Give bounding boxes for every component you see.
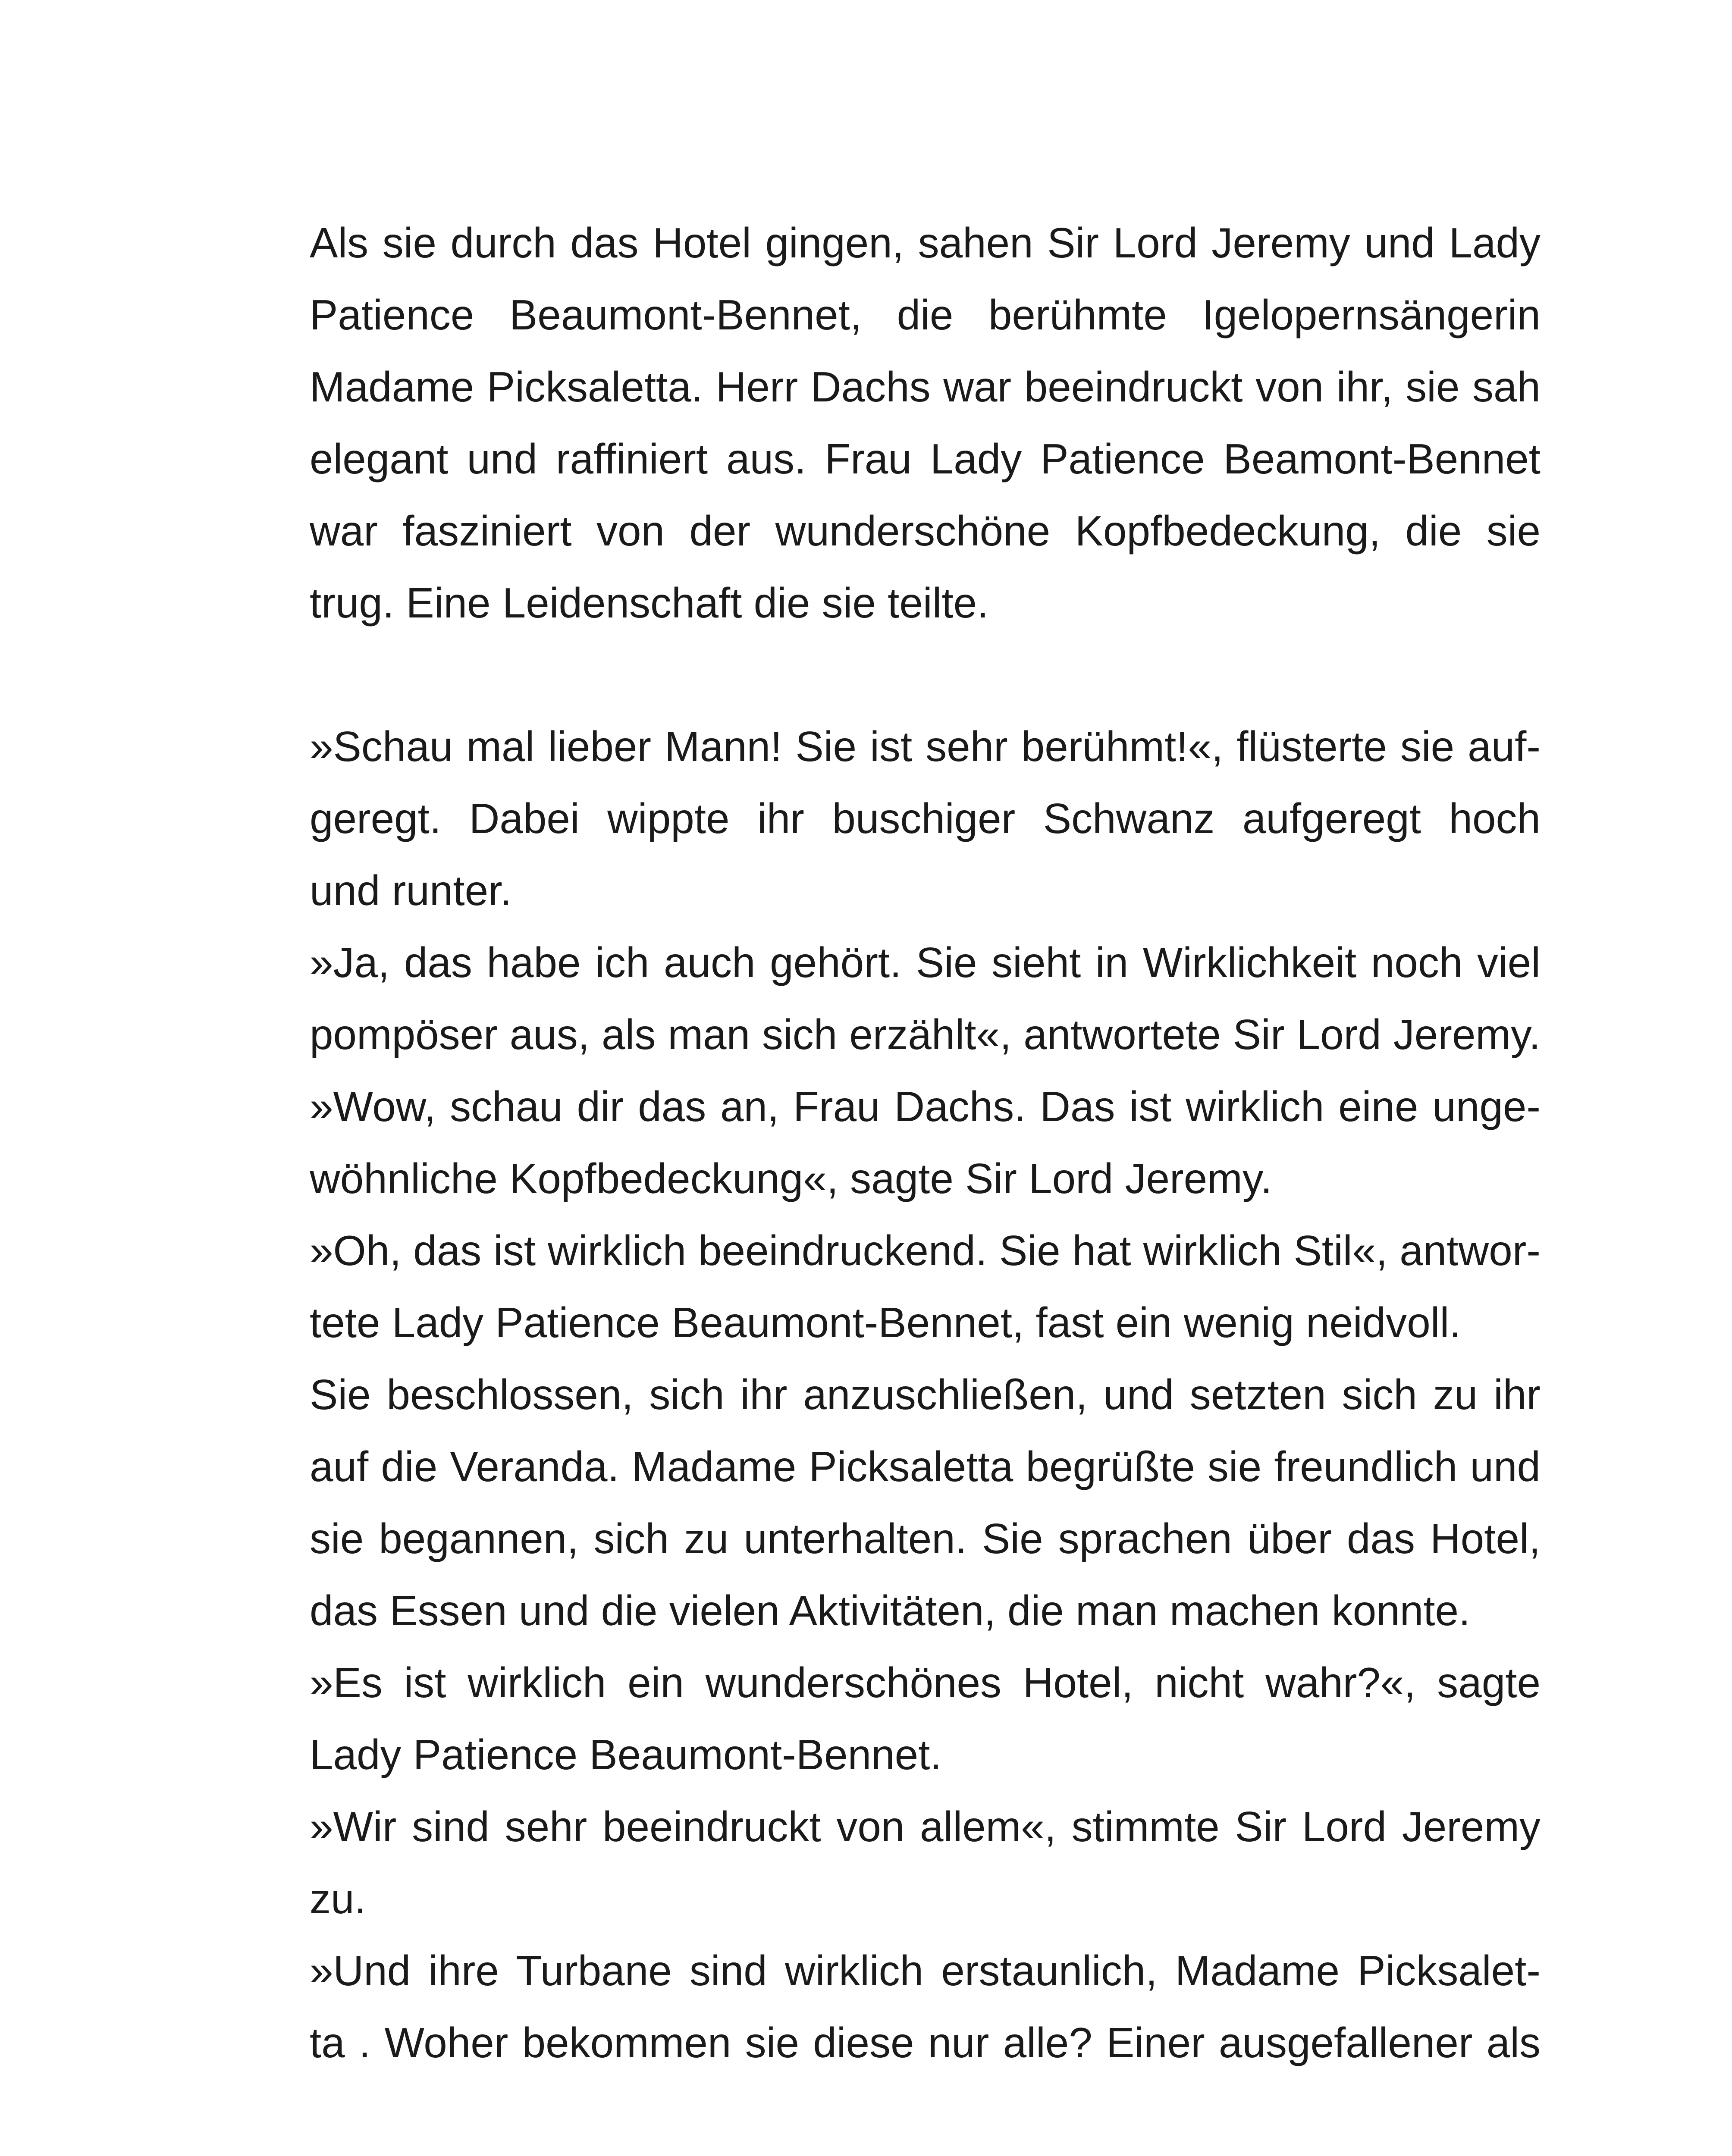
paragraph-1	[310, 207, 1541, 639]
text-line: Lady Patience Beaumont-Bennet.	[310, 1731, 942, 1778]
text-line: »Oh, das ist wirklich beeindruckend. Sie hat wirklich Stil«, antwor-	[310, 1227, 1541, 1274]
text-line: »Es ist wirklich ein wunderschönes Hotel, nicht wahr?«, sagte	[310, 1659, 1541, 1706]
text-line: trug. Eine Leidenschaft die sie teilte.	[310, 579, 989, 627]
text-line: das Essen und die vielen Aktivitäten, die man machen konnte.	[310, 1587, 1471, 1634]
text-line: war fasziniert von der wunderschöne Kopfbedeckung, die sie	[310, 507, 1541, 555]
text-line: Madame Picksaletta. Herr Dachs war beeindruckt von ihr, sie sah	[310, 363, 1541, 411]
text-line: und runter.	[310, 867, 512, 914]
text-line: wöhnliche Kopfbedeckung«, sagte Sir Lord Jeremy.	[310, 1155, 1272, 1202]
text-line: »Ja, das habe ich auch gehört. Sie sieht in Wirklichkeit noch viel	[310, 939, 1541, 986]
text-line: tete Lady Patience Beaumont-Bennet, fast ein wenig neidvoll.	[310, 1299, 1461, 1346]
text-line: auf die Veranda. Madame Picksaletta begrüßte sie freundlich und	[310, 1443, 1541, 1490]
text-line: pompöser aus, als man sich erzählt«, antwortete Sir Lord Jeremy.	[310, 1011, 1541, 1058]
paragraph-2	[310, 711, 1541, 2079]
text-line: »Und ihre Turbane sind wirklich erstaunlich, Madame Picksalet-	[310, 1947, 1541, 1994]
text-line: »Schau mal lieber Mann! Sie ist sehr berühmt!«, flüsterte sie auf-	[310, 723, 1541, 770]
text-line: »Wow, schau dir das an, Frau Dachs. Das ist wirklich eine unge-	[310, 1083, 1541, 1130]
text-line: Patience Beaumont-Bennet, die berühmte Igelopernsängerin	[310, 291, 1541, 338]
text-line: elegant und raffiniert aus. Frau Lady Patience Beamont-Bennet	[310, 435, 1541, 483]
text-line: Als sie durch das Hotel gingen, sahen Sir Lord Jeremy und Lady	[310, 219, 1541, 266]
text-line: ta . Woher bekommen sie diese nur alle? Einer ausgefallener als	[310, 2019, 1541, 2066]
text-line: sie begannen, sich zu unterhalten. Sie sprachen über das Hotel,	[310, 1515, 1541, 1562]
text-line: Sie beschlossen, sich ihr anzuschließen, und setzten sich zu ihr	[310, 1371, 1541, 1418]
text-line: geregt. Dabei wippte ihr buschiger Schwanz aufgeregt hoch	[310, 795, 1541, 842]
text-line: »Wir sind sehr beeindruckt von allem«, stimmte Sir Lord Jeremy	[310, 1803, 1541, 1850]
text-line: zu.	[310, 1875, 366, 1922]
